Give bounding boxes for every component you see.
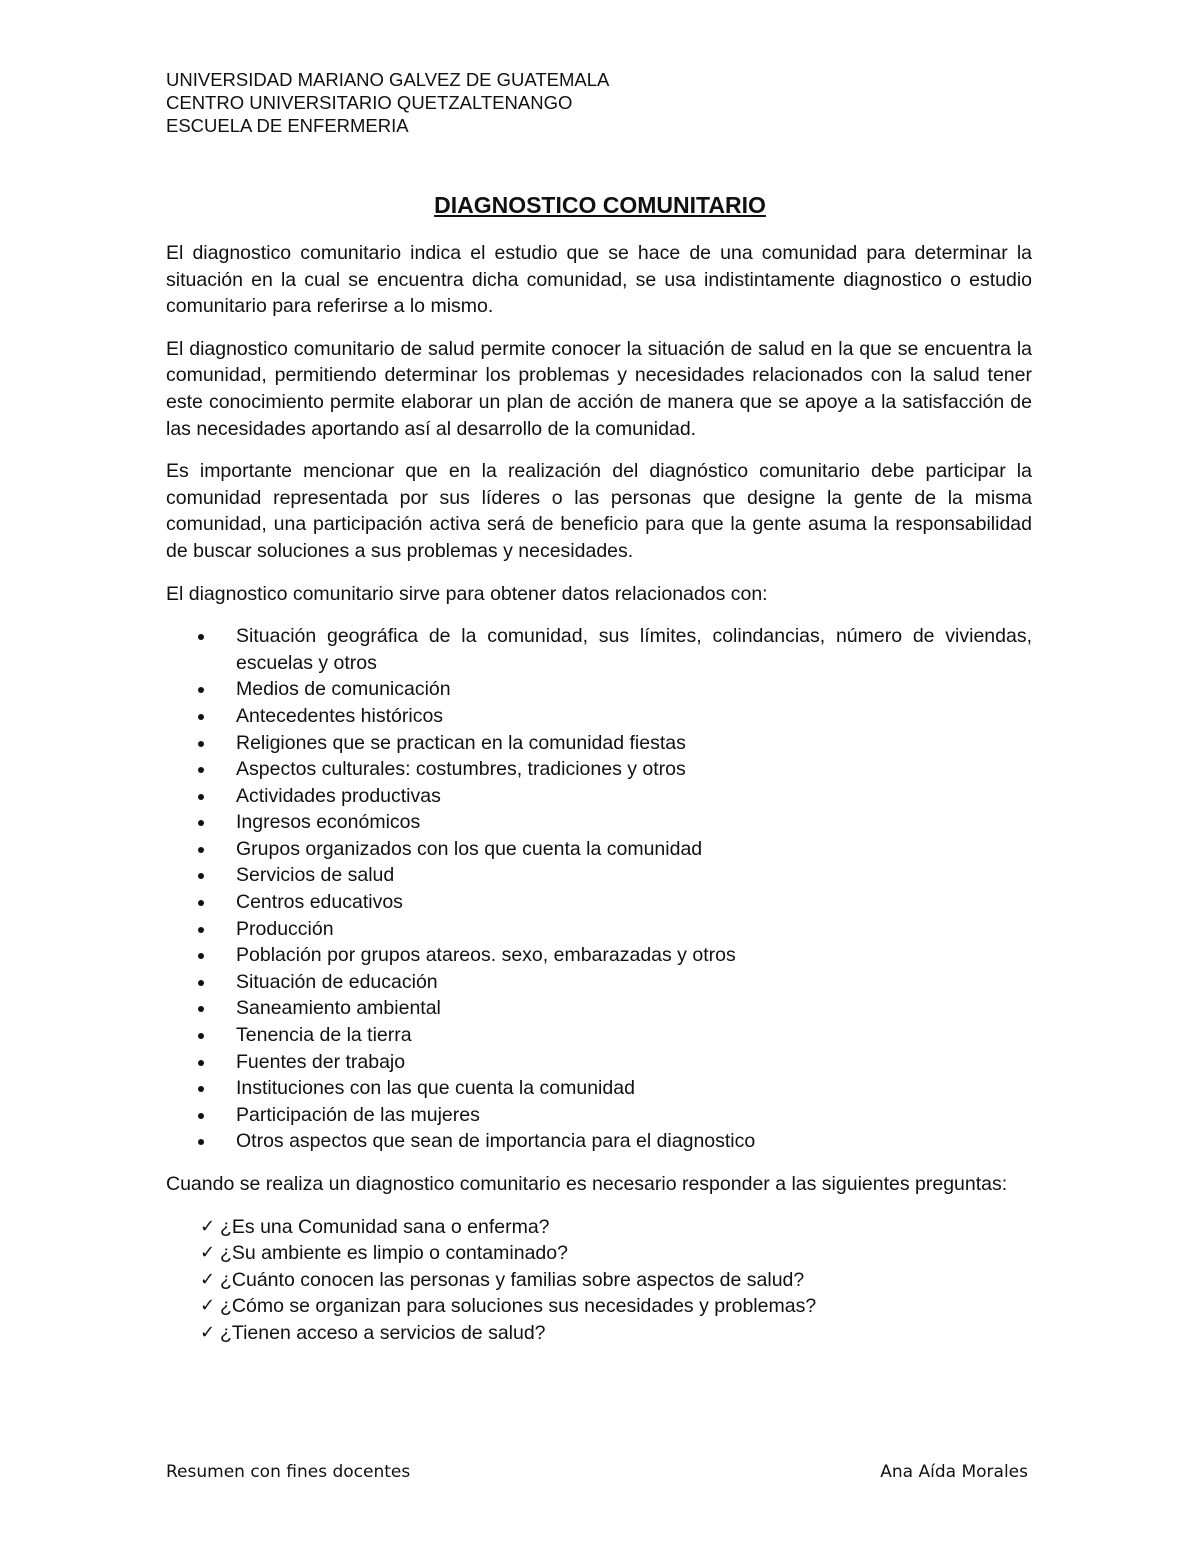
bullet-icon [198, 847, 204, 853]
bullet-icon [198, 794, 204, 800]
bullet-icon [198, 820, 204, 826]
paragraph-data-intro: El diagnostico comunitario sirve para obtener datos relacionados con: [166, 582, 768, 605]
bullet-icon [198, 927, 204, 933]
bullet-icon [198, 900, 204, 906]
bullet-icon [198, 873, 204, 879]
list-item: Instituciones con las que cuenta la comunidad [166, 1075, 1032, 1102]
list-item: ✓ ¿Es una Comunidad sana o enferma? [166, 1214, 1032, 1241]
list-item: Otros aspectos que sean de importancia para el diagnostico [166, 1128, 1032, 1155]
footer-author: Ana Aída Morales [880, 1462, 1028, 1482]
list-item: Producción [166, 916, 1032, 943]
list-item: ✓ ¿Su ambiente es limpio o contaminado? [166, 1240, 1032, 1267]
checkmark-icon: ✓ [200, 1321, 216, 1343]
checkmark-icon: ✓ [200, 1268, 216, 1290]
data-bullet-list [166, 623, 1032, 1155]
paragraph-definition: El diagnostico comunitario indica el estudio que se hace de una comunidad para determinar la situación en la cual se encuentra dicha comunidad, se usa indistintamente diagnostico o estudio comunitario para referirse a lo mismo. [166, 242, 1032, 318]
list-item: Medios de comunicación [166, 676, 1032, 703]
bullet-icon [198, 714, 204, 720]
list-item: Grupos organizados con los que cuenta la comunidad [166, 836, 1032, 863]
header-center: CENTRO UNIVERSITARIO QUETZALTENANGO [166, 92, 573, 113]
bullet-icon [198, 1033, 204, 1039]
bullet-icon [198, 980, 204, 986]
header-school: ESCUELA DE ENFERMERIA [166, 115, 409, 136]
checkmark-icon: ✓ [200, 1242, 216, 1264]
list-item: Actividades productivas [166, 783, 1032, 810]
header-university: UNIVERSIDAD MARIANO GALVEZ DE GUATEMALA [166, 69, 610, 90]
document-header [166, 68, 609, 137]
bullet-icon [198, 1086, 204, 1092]
list-item: Religiones que se practican en la comunidad fiestas [166, 730, 1032, 757]
list-item: Participación de las mujeres [166, 1102, 1032, 1129]
bullet-icon [198, 1139, 204, 1145]
checkmark-icon: ✓ [200, 1295, 216, 1317]
list-item: Ingresos económicos [166, 809, 1032, 836]
bullet-icon [198, 767, 204, 773]
document-title: DIAGNOSTICO COMUNITARIO [434, 192, 766, 218]
list-item: Servicios de salud [166, 862, 1032, 889]
list-item: Situación geográfica de la comunidad, sus límites, colindancias, número de viviendas, escuelas y otros [166, 623, 1032, 676]
list-item: ✓ ¿Cuánto conocen las personas y familias sobre aspectos de salud? [166, 1267, 1032, 1294]
list-item: Población por grupos atareos. sexo, embarazadas y otros [166, 942, 1032, 969]
checkmark-icon: ✓ [200, 1215, 216, 1237]
paragraph-participation: Es importante mencionar que en la realización del diagnóstico comunitario debe participar la comunidad representada por sus líderes o las personas que designe la gente de la misma comunidad, una participación activa será de beneficio para que la gente asuma la responsabilidad de buscar soluciones a sus problemas y necesidades. [166, 460, 1032, 562]
bullet-icon [198, 687, 204, 693]
bullet-icon [198, 1006, 204, 1012]
list-item: Saneamiento ambiental [166, 995, 1032, 1022]
footer-left-note: Resumen con fines docentes [166, 1462, 411, 1482]
questions-check-list [166, 1214, 1032, 1347]
list-item: Tenencia de la tierra [166, 1022, 1032, 1049]
list-item: ✓ ¿Tienen acceso a servicios de salud? [166, 1320, 1032, 1347]
list-item: Antecedentes históricos [166, 703, 1032, 730]
document-body [166, 240, 1032, 1347]
paragraph-health-diagnosis: El diagnostico comunitario de salud permite conocer la situación de salud en la que se encuentra la comunidad, permitiendo determinar los problemas y necesidades relacionados con la salud tener este conocimiento permite elaborar un plan de acción de manera que se apoye a la satisfacción de las necesidades aportando así al desarrollo de la comunidad. [166, 337, 1032, 440]
bullet-icon [198, 1060, 204, 1066]
list-item: Centros educativos [166, 889, 1032, 916]
bullet-icon [198, 1113, 204, 1119]
list-item: Situación de educación [166, 969, 1032, 996]
list-item: ✓ ¿Cómo se organizan para soluciones sus necesidades y problemas? [166, 1293, 1032, 1320]
list-item: Fuentes der trabajo [166, 1049, 1032, 1076]
list-item: Aspectos culturales: costumbres, tradiciones y otros [166, 756, 1032, 783]
paragraph-questions-intro: Cuando se realiza un diagnostico comunitario es necesario responder a las siguientes preguntas: [166, 1173, 1008, 1195]
bullet-icon [198, 953, 204, 959]
bullet-icon [198, 634, 204, 640]
bullet-icon [198, 741, 204, 747]
